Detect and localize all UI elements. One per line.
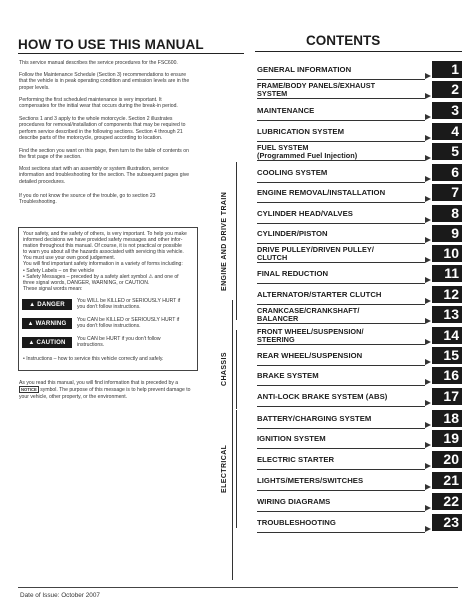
troubleshooting-paragraph (19, 193, 243, 206)
engine-group-label: ENGINE AND DRIVE TRAIN (221, 191, 228, 291)
pointer-arrow-icon (425, 217, 431, 223)
pointer-arrow-icon (425, 114, 431, 120)
section-number-tab[interactable]: 1 (432, 61, 462, 78)
text-line: describe parts of the motorcycle, grouped according to location. (19, 134, 163, 141)
contents-item-label-lines (257, 371, 319, 380)
pointer-arrow-icon (425, 359, 431, 365)
contents-item-label-lines (257, 290, 382, 299)
contents-item-label (257, 346, 425, 366)
pointer-arrow-icon (425, 505, 431, 511)
caution-message (22, 336, 196, 352)
contents-item-label-line: LUBRICATION SYSTEM (257, 127, 345, 136)
contents-item[interactable] (255, 471, 462, 490)
pointer-arrow-icon (425, 196, 431, 202)
contents-item-label (257, 60, 425, 80)
contents-item[interactable] (255, 513, 462, 532)
contents-item-label-line: BALANCER (257, 313, 299, 323)
contents-item-label-lines (257, 246, 374, 261)
pointer-arrow-icon (425, 93, 431, 99)
page-title: HOW TO USE THIS MANUAL (18, 37, 204, 52)
contents-item[interactable] (255, 429, 462, 448)
contents-item-label-line: CYLINDER/PISTON (257, 229, 328, 238)
footer-divider (18, 587, 458, 588)
section-number-tab[interactable]: 6 (432, 164, 462, 181)
contents-item[interactable] (255, 492, 462, 511)
text-line: • Safety Messages – preceded by a safety alert symbol ⚠ and one of (23, 273, 179, 280)
pointer-arrow-icon (425, 339, 431, 345)
contents-item-label (257, 264, 425, 284)
contents-item-label-lines (257, 209, 353, 218)
safety-outro-text: • Instructions – how to service this vehicle correctly and safely. (23, 356, 164, 362)
contents-item-label-line: FUEL SYSTEM (257, 143, 309, 153)
pointer-arrow-icon (425, 422, 431, 428)
text-line: you don't follow instructions. (77, 304, 141, 311)
contents-item[interactable] (255, 224, 462, 243)
contents-item[interactable] (255, 285, 462, 304)
contents-title: CONTENTS (306, 33, 381, 48)
text-line: that the vehicle is in peak operating condition and emission levels are in the (19, 78, 190, 85)
section-number-tab[interactable]: 22 (432, 493, 462, 510)
contents-item[interactable] (255, 305, 462, 324)
contents-item-label-lines (257, 328, 364, 343)
text-line: You must use your own good judgement. (23, 255, 116, 262)
contents-item-label-line: LIGHTS/METERS/SWITCHES (257, 476, 364, 485)
text-line: proper levels. (19, 84, 50, 91)
contents-item-label-line: GENERAL INFORMATION (257, 65, 352, 74)
warning-message (22, 317, 196, 333)
pointer-arrow-icon (425, 318, 431, 324)
text-line: mation throughout this manual. Of course, it is not practical or possible (23, 243, 182, 250)
contents-item-label (257, 387, 425, 407)
text-line: instructions. (77, 342, 105, 349)
text-line: you don't follow instructions. (77, 323, 141, 330)
contents-item-label-lines (257, 455, 334, 464)
contents-item-label-lines (257, 188, 385, 197)
contents-item-label-line: DRIVE PULLEY/DRIVEN PULLEY/ (257, 245, 374, 255)
contents-item[interactable] (255, 326, 462, 345)
text-line: perform service described in the following sections. Section 4 through 21 (19, 128, 183, 135)
text-line: three signal words, DANGER, WARNING, or CAUTION. (23, 279, 150, 286)
sections-paragraph (19, 116, 243, 141)
find-section-paragraph (19, 148, 243, 161)
contents-item[interactable] (255, 183, 462, 202)
section-number-tab[interactable]: 12 (432, 286, 462, 303)
text-line: procedures for removal/installation of components that may be required to (19, 122, 186, 129)
pointer-arrow-icon (425, 526, 431, 532)
safety-intro-text (23, 231, 195, 292)
pointer-arrow-icon (425, 400, 431, 406)
danger-message (22, 298, 196, 314)
contents-item[interactable] (255, 387, 462, 406)
contents-item-label (257, 513, 425, 533)
contents-item[interactable] (255, 122, 462, 141)
pointer-arrow-icon (425, 484, 431, 490)
contents-item-label-line: BATTERY/CHARGING SYSTEM (257, 414, 372, 423)
contents-item-label-line: IGNITION SYSTEM (257, 434, 326, 443)
column-divider (232, 300, 233, 580)
section-number-tab[interactable]: 10 (432, 245, 462, 262)
electrical-group-bracket (236, 410, 237, 528)
contents-item-label-lines (257, 476, 363, 485)
chassis-group-bracket (236, 330, 237, 409)
section-structure-paragraph (19, 166, 243, 185)
text-line: informed decisions we have provided safety messages and other infor- (23, 237, 183, 244)
title-divider (18, 53, 244, 54)
contents-item-label-line: ELECTRIC STARTER (257, 455, 335, 464)
text-line: Your safety, and the safety of others, is very important. To help you make (23, 231, 187, 237)
contents-item-label-lines (257, 351, 362, 360)
contents-item-label (257, 492, 425, 512)
contents-item-label-lines (257, 434, 326, 443)
contents-item-label (257, 224, 425, 244)
text-line: detailed procedures. (19, 178, 66, 185)
contents-item-label (257, 409, 425, 429)
contents-item[interactable] (255, 346, 462, 365)
section-number-tab[interactable]: 21 (432, 472, 462, 489)
contents-item-label-lines (257, 127, 344, 136)
contents-item-label-lines (257, 168, 327, 177)
warning-text (77, 317, 195, 329)
contents-item-label-line: CLUTCH (257, 252, 288, 262)
contents-item-label-line: REAR WHEEL/SUSPENSION (257, 351, 363, 360)
contents-item[interactable] (255, 244, 462, 263)
section-number-tab[interactable]: 18 (432, 410, 462, 427)
chassis-group-label: CHASSIS (221, 352, 228, 387)
text-line: You CAN be KILLED or SERIOUSLY HURT if (77, 317, 180, 323)
contents-item-label-line: ENGINE REMOVAL/INSTALLATION (257, 188, 386, 197)
contents-item-label-lines (257, 82, 375, 97)
contents-item-label-line: STEERING (257, 334, 295, 344)
contents-item-label-line: TROUBLESHOOTING (257, 518, 336, 527)
text-line: Follow the Maintenance Schedule (Section 3) recommendations to ensure (19, 72, 187, 78)
contents-item[interactable] (255, 142, 462, 161)
contents-item-label (257, 183, 425, 203)
section-number-tab[interactable]: 9 (432, 225, 462, 242)
contents-item-label-line: (Programmed Fuel Injection) (257, 150, 358, 160)
safety-information-box (18, 227, 198, 371)
notice-tag: NOTICE (21, 387, 37, 393)
pointer-arrow-icon (425, 176, 431, 182)
text-line: information and troubleshooting for the section. The subsequent pages give (19, 172, 190, 179)
contents-item-label-line: WIRING DIAGRAMS (257, 497, 331, 506)
contents-item-label-lines (257, 269, 328, 278)
contents-item-label-lines (257, 518, 336, 527)
contents-item-label-lines (257, 497, 330, 506)
text-line: • Safety Labels – on the vehicle (23, 267, 95, 274)
contents-item-label-lines (257, 144, 357, 159)
text-line: You CAN be HURT if you don't follow (77, 336, 161, 342)
contents-item-label-lines (257, 414, 371, 423)
section-number-tab[interactable]: 15 (432, 347, 462, 364)
notice-line-2: symbol. The purpose of this message is to help prevent damage to (40, 387, 191, 394)
contents-item[interactable] (255, 366, 462, 385)
pointer-arrow-icon (425, 257, 431, 263)
text-line: Find the section you want on this page, then turn to the table of contents on (19, 148, 189, 154)
contents-item-label-line: FRAME/BODY PANELS/EXHAUST (257, 81, 376, 91)
text-line: This service manual describes the service procedures for the FSC600. (19, 60, 178, 66)
issue-date: Date of Issue: October 2007 (20, 592, 100, 599)
contents-item-label (257, 285, 425, 305)
section-number-tab[interactable]: 20 (432, 451, 462, 468)
caution-text (77, 336, 195, 348)
text-line: Most sections start with an assembly or system illustration, service (19, 166, 169, 172)
warning-badge: ▲ WARNING (22, 318, 72, 329)
contents-item[interactable] (255, 450, 462, 469)
contents-item[interactable] (255, 264, 462, 283)
contents-item-label (257, 326, 425, 345)
contents-item-label (257, 366, 425, 386)
text-line: Performing the first scheduled maintenance is very important. It (19, 97, 162, 103)
section-number-tab[interactable]: 5 (432, 143, 462, 160)
contents-item[interactable] (255, 409, 462, 428)
contents-item-label-lines (257, 106, 314, 115)
contents-item[interactable] (255, 204, 462, 223)
contents-item[interactable] (255, 101, 462, 120)
text-line: compensates for the initial wear that occurs during the break-in period. (19, 103, 178, 110)
pointer-arrow-icon (425, 237, 431, 243)
contents-item-label-lines (257, 65, 351, 74)
pointer-arrow-icon (425, 73, 431, 79)
electrical-group-label: ELECTRICAL (221, 444, 228, 494)
contents-item-label (257, 305, 425, 324)
contents-item[interactable] (255, 163, 462, 182)
section-number-tab[interactable]: 19 (432, 430, 462, 447)
contents-item-label-lines (257, 229, 328, 238)
caution-badge: ▲ CAUTION (22, 337, 72, 348)
contents-item-label-line: ANTI-LOCK BRAKE SYSTEM (ABS) (257, 392, 388, 401)
intro-paragraph (19, 60, 243, 66)
section-number-tab[interactable]: 8 (432, 205, 462, 222)
section-number-tab[interactable]: 17 (432, 388, 462, 405)
text-line: You will find important safety information in a variety of forms including: (23, 261, 183, 268)
contents-item-label (257, 80, 425, 99)
text-line: the first page of the section. (19, 154, 82, 161)
contents-item-label-line: CYLINDER HEAD/VALVES (257, 209, 353, 218)
notice-line-2-wrap (19, 386, 243, 393)
contents-item-label-line: BRAKE SYSTEM (257, 371, 319, 380)
contents-item-label-line: ALTERNATOR/STARTER CLUTCH (257, 290, 382, 299)
section-number-tab[interactable]: 3 (432, 102, 462, 119)
pointer-arrow-icon (425, 298, 431, 304)
text-line: Troubleshooting. (19, 199, 57, 206)
contents-item-label-line: MAINTENANCE (257, 106, 315, 115)
section-number-tab[interactable]: 11 (432, 265, 462, 282)
notice-line-1: As you read this manual, you will find information that is preceded by a (19, 380, 179, 386)
contents-item-label (257, 429, 425, 449)
contents-item-label-line: FINAL REDUCTION (257, 269, 329, 278)
contents-divider (255, 51, 462, 52)
contents-item-label (257, 450, 425, 470)
contents-item-label (257, 101, 425, 121)
section-number-tab[interactable]: 16 (432, 367, 462, 384)
pointer-arrow-icon (425, 463, 431, 469)
contents-item-label (257, 163, 425, 183)
contents-item[interactable] (255, 60, 462, 79)
contents-item-label (257, 244, 425, 263)
section-number-tab[interactable]: 2 (432, 81, 462, 98)
danger-badge: ▲ DANGER (22, 299, 72, 310)
contents-item-label-lines (257, 307, 359, 322)
pointer-arrow-icon (425, 379, 431, 385)
danger-text (77, 298, 195, 310)
contents-item-label (257, 204, 425, 224)
pointer-arrow-icon (425, 155, 431, 161)
text-line: If you do not know the source of the trouble, go to section 23 (19, 193, 156, 199)
pointer-arrow-icon (425, 442, 431, 448)
text-line: to warn you about all the hazards associated with servicing this vehicle. (23, 249, 184, 256)
text-line: You WILL be KILLED or SERIOUSLY HURT if (77, 298, 181, 304)
contents-item-label-line: SYSTEM (257, 88, 288, 98)
maintenance-paragraph (19, 72, 243, 91)
pointer-arrow-icon (425, 277, 431, 283)
notice-line-3: your vehicle, other property, or the environment. (19, 393, 128, 400)
notice-paragraph (19, 380, 243, 400)
section-number-tab[interactable]: 23 (432, 514, 462, 531)
contents-item-label-line: COOLING SYSTEM (257, 168, 328, 177)
contents-item-label (257, 471, 425, 491)
contents-item-label (257, 122, 425, 142)
section-number-tab[interactable]: 14 (432, 327, 462, 344)
text-line: These signal words mean: (23, 285, 83, 292)
contents-item-label (257, 142, 425, 161)
contents-item-label-line: CRANKCASE/CRANKSHAFT/ (257, 306, 360, 316)
contents-item-label-line: FRONT WHEEL/SUSPENSION/ (257, 327, 364, 337)
contents-item-label-lines (257, 392, 387, 401)
section-number-tab[interactable]: 13 (432, 306, 462, 323)
contents-item[interactable] (255, 80, 462, 99)
section-number-tab[interactable]: 7 (432, 184, 462, 201)
pointer-arrow-icon (425, 135, 431, 141)
first-maintenance-paragraph (19, 97, 243, 110)
engine-group-bracket (236, 162, 237, 320)
section-number-tab[interactable]: 4 (432, 123, 462, 140)
text-line: Sections 1 and 3 apply to the whole motorcycle. Section 2 illustrates (19, 116, 173, 122)
